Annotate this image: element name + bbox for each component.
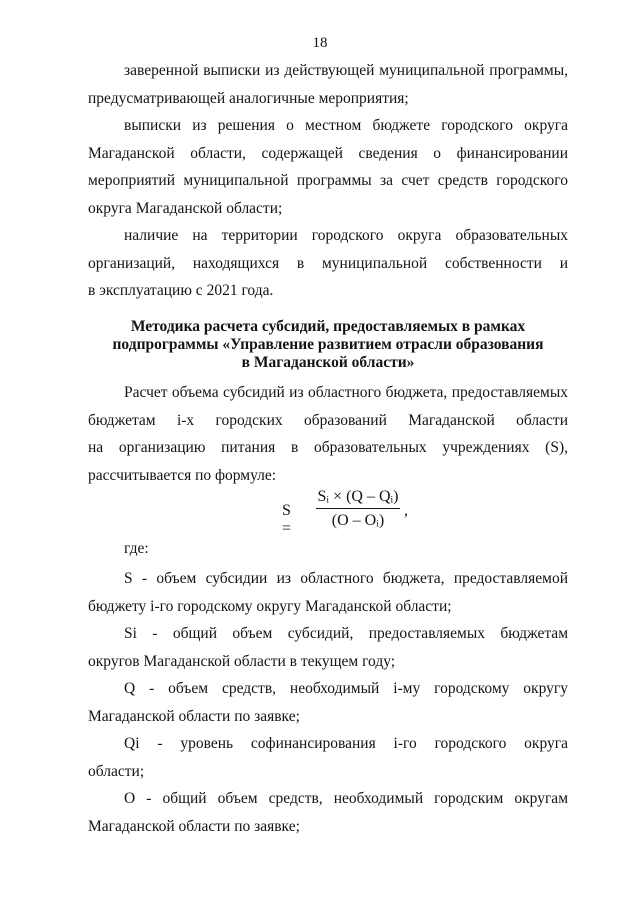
definition-line: бюджету i-го городскому округу Магаданской области; <box>88 597 452 615</box>
definition-line: области; <box>88 762 145 780</box>
formula-fraction <box>316 488 400 530</box>
paragraph-line: предусматривающей аналогичные мероприятия; <box>88 89 409 107</box>
page-number: 18 <box>312 35 328 51</box>
formula-lhs: S = <box>282 502 292 537</box>
paragraph-line: рассчитывается по формуле: <box>88 466 277 484</box>
paragraph-line: мероприятий муниципальной программы за счет средств городского <box>88 172 568 189</box>
formula-denominator: (O – Oᵢ) <box>331 512 385 529</box>
definition-line: Si - общий объем субсидий, предоставляемых бюджетам <box>124 625 568 642</box>
definition-line: О - общий объем средств, необходимый городским округам <box>124 790 568 807</box>
paragraph-line: организаций, находящихся в муниципальной собственности и <box>88 254 568 272</box>
definition-line: Qi - уровень софинансирования i-го городского округа <box>124 735 568 752</box>
formula-comma: , <box>404 502 408 519</box>
paragraph-line: в эксплуатацию с 2021 года. <box>88 282 274 299</box>
intro-paragraph <box>88 379 568 489</box>
paragraph-line: бюджетам i-х городских образований Магаданской области <box>88 411 568 429</box>
paragraph-line: Магаданской области, содержащей сведения о финансировании <box>88 144 568 162</box>
definition-line: Q - объем средств, необходимый i-му городскому округу <box>124 680 568 697</box>
paragraph-line: выписки из решения о местном бюджете городского округа <box>124 117 568 134</box>
heading-line: в Магаданской области» <box>241 354 415 371</box>
section-heading <box>88 318 568 372</box>
definition-line: Магаданской области по заявке; <box>88 817 300 835</box>
paragraph-line: наличие на территории городского округа образовательных <box>124 227 568 244</box>
heading-line: подпрограммы «Управление развитием отрасли образования <box>112 336 544 353</box>
top-text-block <box>88 57 568 305</box>
definitions-block <box>88 565 568 840</box>
heading-line: Методика расчета субсидий, предоставляемых в рамках <box>130 318 526 335</box>
paragraph-line: округа Магаданской области; <box>88 199 283 217</box>
paragraph-line: на организацию питания в образовательных учреждениях (S), <box>88 439 568 456</box>
where-label: где: <box>124 540 149 557</box>
formula-numerator: Sᵢ × (Q – Qᵢ) <box>316 488 400 509</box>
definition-line: Магаданской области по заявке; <box>88 707 300 725</box>
definition-line: округов Магаданской области в текущем году; <box>88 652 396 670</box>
definition-line: S - объем субсидии из областного бюджета, предоставляемой <box>124 570 568 587</box>
paragraph-line: Расчет объема субсидий из областного бюджета, предоставляемых <box>124 384 568 401</box>
paragraph-line: заверенной выписки из действующей муниципальной программы, <box>124 62 568 79</box>
